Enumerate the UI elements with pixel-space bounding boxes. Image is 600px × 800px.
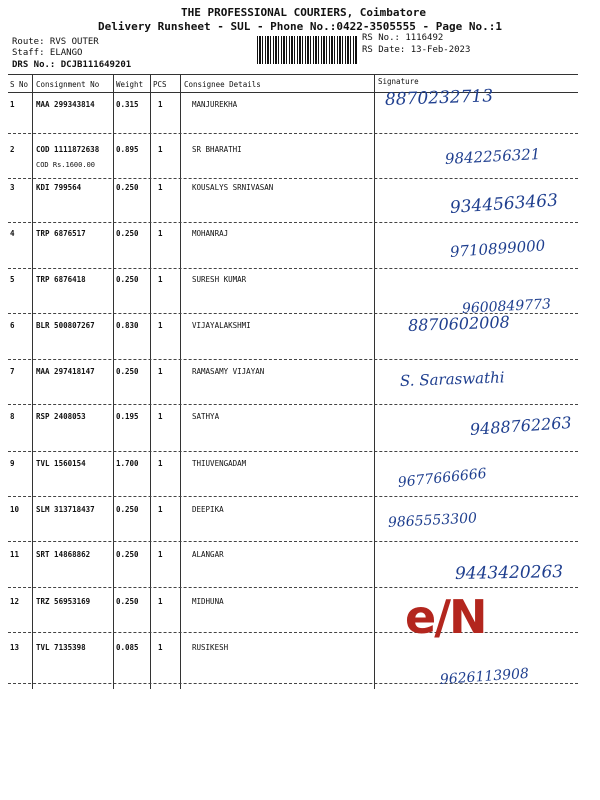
row-signature: 9344563463 bbox=[449, 190, 559, 218]
row-divider bbox=[8, 404, 578, 405]
row-signature: 8870232713 bbox=[384, 86, 494, 110]
row-sno: 2 bbox=[10, 145, 15, 154]
row-pcs: 1 bbox=[158, 550, 163, 559]
row-consignee: VIJAYALAKSHMI bbox=[192, 321, 251, 330]
company-title: THE PROFESSIONAL COURIERS, Coimbatore bbox=[181, 6, 427, 19]
row-weight: 0.250 bbox=[116, 275, 139, 284]
row-consignment: TRP 6876517 bbox=[36, 229, 86, 238]
row-pcs: 1 bbox=[158, 100, 163, 109]
row-sno: 8 bbox=[10, 412, 15, 421]
row-pcs: 1 bbox=[158, 183, 163, 192]
row-pcs: 1 bbox=[158, 505, 163, 514]
col-header-consignment: Consignment No bbox=[36, 80, 100, 89]
row-sno: 1 bbox=[10, 100, 15, 109]
row-weight: 0.250 bbox=[116, 367, 139, 376]
row-signature: 9600849773 bbox=[461, 296, 552, 317]
row-consignment: SRT 14868862 bbox=[36, 550, 91, 559]
row-consignment: MAA 299343814 bbox=[36, 100, 95, 109]
row-consignee: SATHYA bbox=[192, 412, 220, 421]
row-pcs: 1 bbox=[158, 643, 163, 652]
row-consignment: BLR 500807267 bbox=[36, 321, 95, 330]
row-consignee: MANJUREKHA bbox=[192, 100, 238, 109]
route-label: Route: RVS OUTER bbox=[12, 37, 99, 47]
row-consignee: SR BHARATHI bbox=[192, 145, 242, 154]
row-divider bbox=[8, 359, 578, 360]
row-consignment: TVL 7135398 bbox=[36, 643, 86, 652]
row-weight: 0.250 bbox=[116, 229, 139, 238]
row-signature: 9488762263 bbox=[469, 412, 573, 439]
row-weight: 0.085 bbox=[116, 643, 139, 652]
row-consignee: ALANGAR bbox=[192, 550, 224, 559]
row-divider bbox=[8, 451, 578, 452]
row-divider bbox=[8, 496, 578, 497]
col-divider bbox=[113, 74, 114, 689]
row-divider bbox=[8, 222, 578, 223]
row-weight: 0.250 bbox=[116, 597, 139, 606]
row-consignment: TRP 6876418 bbox=[36, 275, 86, 284]
row-consignment: KDI 799564 bbox=[36, 183, 82, 192]
row-pcs: 1 bbox=[158, 367, 163, 376]
row-divider bbox=[8, 632, 578, 633]
row-weight: 0.250 bbox=[116, 550, 139, 559]
row-signature: 8870602008 bbox=[407, 312, 511, 335]
row-cod-amount: COD Rs.1600.00 bbox=[36, 161, 96, 169]
row-consignment: RSP 2408053 bbox=[36, 412, 86, 421]
runsheet-subtitle: Delivery Runsheet - SUL - Phone No.:0422-3505555 - Page No.:1 bbox=[98, 20, 502, 33]
col-header-signature: Signature bbox=[378, 77, 419, 86]
row-consignment: TRZ 56953169 bbox=[36, 597, 91, 606]
row-divider bbox=[8, 268, 578, 269]
row-signature: 9677666666 bbox=[397, 465, 488, 491]
header-top-rule bbox=[8, 74, 578, 75]
row-sno: 3 bbox=[10, 183, 15, 192]
row-divider bbox=[8, 541, 578, 542]
col-header-sno: S No bbox=[10, 80, 29, 89]
row-weight: 1.700 bbox=[116, 459, 139, 468]
row-consignee: MIDHUNA bbox=[192, 597, 224, 606]
row-weight: 0.315 bbox=[116, 100, 139, 109]
row-sno: 5 bbox=[10, 275, 15, 284]
rs-number: RS No.: 1116492 bbox=[362, 33, 444, 43]
row-pcs: 1 bbox=[158, 229, 163, 238]
row-sno: 10 bbox=[10, 505, 20, 514]
rs-date: RS Date: 13-Feb-2023 bbox=[362, 45, 471, 55]
col-header-pcs: PCS bbox=[153, 80, 167, 89]
row-pcs: 1 bbox=[158, 321, 163, 330]
col-header-weight: Weight bbox=[116, 80, 144, 89]
row-sno: 7 bbox=[10, 367, 15, 376]
row-consignee: DEEPIKA bbox=[192, 505, 224, 514]
row-sno: 6 bbox=[10, 321, 15, 330]
row-sno: 11 bbox=[10, 550, 20, 559]
row-consignee: RAMASAMY VIJAYAN bbox=[192, 367, 265, 376]
staff-label: Staff: ELANGO bbox=[12, 48, 83, 58]
row-signature: 9626113908 bbox=[439, 665, 530, 688]
row-sno: 4 bbox=[10, 229, 15, 238]
col-header-consignee: Consignee Details bbox=[184, 80, 261, 89]
row-pcs: 1 bbox=[158, 275, 163, 284]
row-weight: 0.250 bbox=[116, 505, 139, 514]
row-weight: 0.830 bbox=[116, 321, 139, 330]
row-consignee: RUSIKESH bbox=[192, 643, 229, 652]
row-weight: 0.895 bbox=[116, 145, 139, 154]
row-signature: S. Saraswathi bbox=[399, 368, 505, 390]
row-pcs: 1 bbox=[158, 412, 163, 421]
drs-label: DRS No.: DCJB111649201 bbox=[12, 60, 132, 70]
row-consignee: SURESH KUMAR bbox=[192, 275, 247, 284]
row-divider bbox=[8, 178, 578, 179]
row-signature-stamp: e/N bbox=[405, 590, 486, 644]
col-divider bbox=[32, 74, 33, 689]
row-consignment: TVL 1560154 bbox=[36, 459, 86, 468]
col-divider bbox=[150, 74, 151, 689]
row-signature: 9865553300 bbox=[387, 510, 478, 531]
row-weight: 0.195 bbox=[116, 412, 139, 421]
row-sno: 12 bbox=[10, 597, 20, 606]
row-consignment: MAA 297418147 bbox=[36, 367, 95, 376]
row-pcs: 1 bbox=[158, 459, 163, 468]
row-signature: 9443420263 bbox=[454, 562, 564, 584]
row-weight: 0.250 bbox=[116, 183, 139, 192]
col-divider bbox=[180, 74, 181, 689]
row-signature: 9710899000 bbox=[449, 236, 546, 261]
row-signature: 9842256321 bbox=[444, 145, 541, 168]
row-pcs: 1 bbox=[158, 145, 163, 154]
barcode-image bbox=[257, 36, 357, 64]
row-consignee: MOHANRAJ bbox=[192, 229, 229, 238]
row-divider bbox=[8, 587, 578, 588]
row-pcs: 1 bbox=[158, 597, 163, 606]
row-consignment: COD 1111872638 bbox=[36, 145, 100, 154]
row-sno: 13 bbox=[10, 643, 20, 652]
row-consignment: SLM 313718437 bbox=[36, 505, 95, 514]
col-divider bbox=[374, 74, 375, 689]
row-divider bbox=[8, 133, 578, 134]
row-sno: 9 bbox=[10, 459, 15, 468]
row-consignee: KOUSALYS SRNIVASAN bbox=[192, 183, 274, 192]
row-consignee: THIUVENGADAM bbox=[192, 459, 247, 468]
